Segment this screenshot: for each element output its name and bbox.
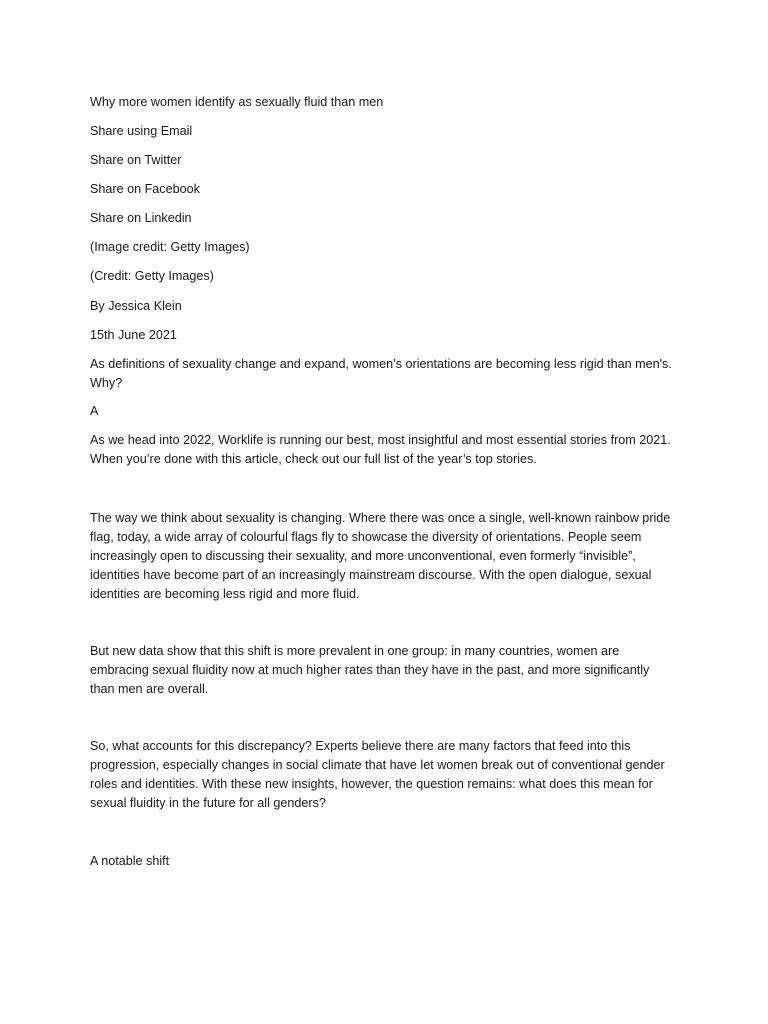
byline: By Jessica Klein	[90, 299, 182, 313]
marker-text: A	[90, 404, 99, 418]
share-twitter-link[interactable]: Share on Twitter	[90, 153, 182, 167]
share-linkedin-link[interactable]: Share on Linkedin	[90, 211, 192, 225]
paragraph-line: So, what accounts for this discrepancy? Experts believe there are many factors that feed into this	[90, 739, 631, 753]
paragraph-line: embracing sexual fluidity now at much higher rates than they have in the past, and more significantly	[90, 663, 650, 677]
body-paragraph-1	[90, 509, 690, 604]
intro-paragraph	[90, 431, 690, 469]
share-email-link[interactable]: Share using Email	[90, 124, 193, 138]
paragraph-line: But new data show that this shift is more prevalent in one group: in many countries, women are	[90, 644, 620, 658]
paragraph-line: progression, especially changes in social climate that have let women break out of conventional gender	[90, 758, 665, 772]
paragraph-line: As we head into 2022, Worklife is running our best, most insightful and most essential stories from 2021.	[90, 433, 671, 447]
section-subheading: A notable shift	[90, 854, 170, 868]
paragraph-line: increasingly open to discussing their sexuality, and more unconventional, even formerly “invisible”,	[90, 549, 636, 563]
paragraph-line: than men are overall.	[90, 682, 209, 696]
body-paragraph-2	[90, 642, 690, 699]
paragraph-line: identities are becoming less rigid and more fluid.	[90, 587, 360, 601]
body-paragraph-3	[90, 737, 690, 813]
photo-credit: (Credit: Getty Images)	[90, 269, 214, 283]
publish-date: 15th June 2021	[90, 328, 177, 342]
paragraph-line: sexual fluidity in the future for all genders?	[90, 796, 326, 810]
image-credit: (Image credit: Getty Images)	[90, 240, 250, 254]
share-facebook-link[interactable]: Share on Facebook	[90, 182, 200, 196]
article-title: Why more women identify as sexually fluid than men	[90, 95, 384, 109]
standfirst-line: Why?	[90, 376, 123, 390]
standfirst	[90, 355, 690, 393]
standfirst-line: As definitions of sexuality change and expand, women’s orientations are becoming less rigid than men's.	[90, 357, 672, 371]
paragraph-line: When you’re done with this article, check out our full list of the year’s top stories.	[90, 452, 537, 466]
paragraph-line: flag, today, a wide array of colourful flags fly to showcase the diversity of orientations. People seem	[90, 530, 642, 544]
paragraph-line: roles and identities. With these new insights, however, the question remains: what does this mean for	[90, 777, 653, 791]
paragraph-line: identities have become part of an increasingly mainstream discourse. With the open dialogue, sexual	[90, 568, 652, 582]
paragraph-line: The way we think about sexuality is changing. Where there was once a single, well-known rainbow pride	[90, 511, 671, 525]
